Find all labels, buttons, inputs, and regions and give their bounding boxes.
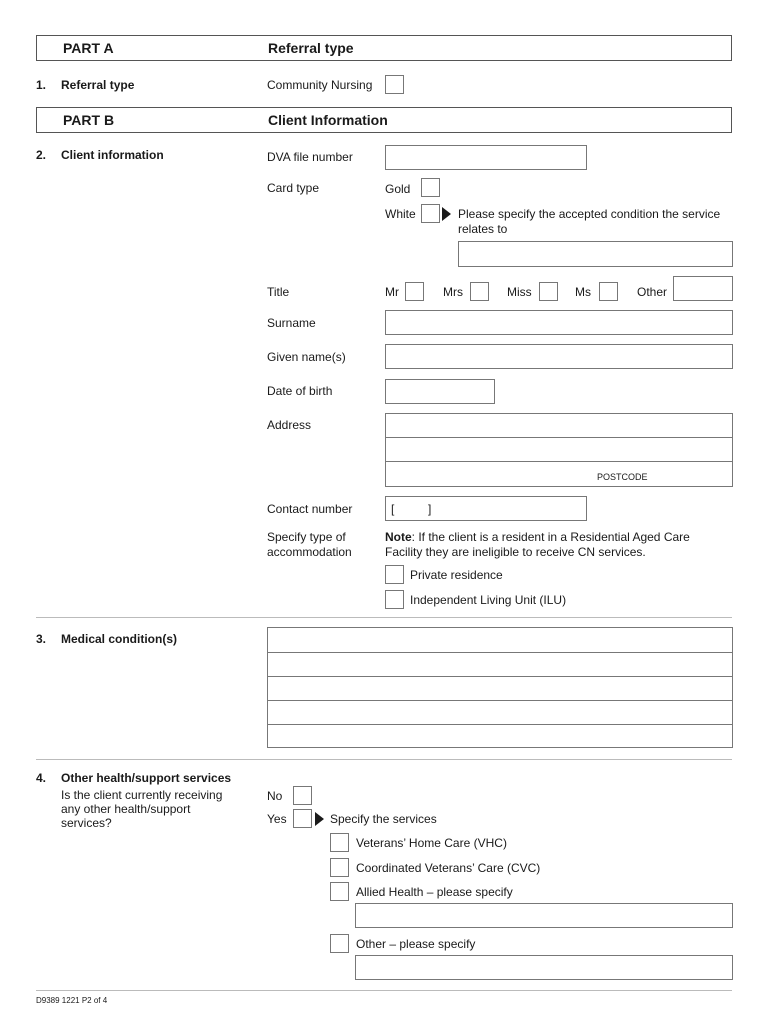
q2-title: Client information bbox=[61, 148, 164, 162]
address-field[interactable] bbox=[385, 413, 733, 487]
address-line-divider bbox=[386, 437, 732, 438]
dva-file-number-label: DVA file number bbox=[267, 150, 353, 164]
contact-number-label: Contact number bbox=[267, 502, 353, 516]
note-bold: Note bbox=[385, 530, 412, 544]
allied-health-field[interactable] bbox=[355, 903, 733, 928]
other-service-field[interactable] bbox=[355, 955, 733, 980]
section-divider bbox=[36, 759, 732, 760]
q4-title: Other health/support services bbox=[61, 771, 232, 785]
allied-health-checkbox[interactable] bbox=[330, 882, 349, 901]
given-names-label: Given name(s) bbox=[267, 350, 346, 364]
ilu-checkbox[interactable] bbox=[385, 590, 404, 609]
no-label: No bbox=[267, 789, 283, 803]
ilu-label: Independent Living Unit (ILU) bbox=[410, 593, 567, 607]
q4-number: 4. bbox=[36, 771, 47, 785]
accommodation-label-line2: accommodation bbox=[267, 545, 352, 559]
other-title-field[interactable] bbox=[673, 276, 733, 301]
mrs-label: Mrs bbox=[443, 285, 463, 299]
given-names-field[interactable] bbox=[385, 344, 733, 369]
q1-number: 1. bbox=[36, 78, 47, 92]
white-label: White bbox=[385, 207, 416, 221]
medical-conditions-field[interactable] bbox=[267, 627, 733, 748]
vhc-label: Veterans’ Home Care (VHC) bbox=[356, 836, 507, 850]
private-residence-label: Private residence bbox=[410, 568, 503, 582]
accepted-condition-field[interactable] bbox=[458, 241, 733, 267]
dob-field[interactable] bbox=[385, 379, 495, 404]
q2-number: 2. bbox=[36, 148, 47, 162]
accommodation-note bbox=[385, 530, 715, 560]
medical-line-divider bbox=[268, 652, 732, 653]
arrow-right-icon bbox=[315, 812, 324, 826]
address-label: Address bbox=[267, 418, 312, 432]
yes-checkbox[interactable] bbox=[293, 809, 312, 828]
vhc-checkbox[interactable] bbox=[330, 833, 349, 852]
footer-divider bbox=[36, 990, 732, 991]
other-service-checkbox[interactable] bbox=[330, 934, 349, 953]
private-residence-checkbox[interactable] bbox=[385, 565, 404, 584]
other-title-label: Other bbox=[637, 285, 668, 299]
specify-services-label: Specify the services bbox=[330, 812, 437, 826]
q3-title: Medical condition(s) bbox=[61, 632, 178, 646]
community-nursing-label: Community Nursing bbox=[267, 78, 373, 92]
arrow-right-icon bbox=[442, 207, 451, 221]
q1-title: Referral type bbox=[61, 78, 135, 92]
cvc-checkbox[interactable] bbox=[330, 858, 349, 877]
medical-line-divider bbox=[268, 700, 732, 701]
section-divider bbox=[36, 617, 732, 618]
mr-checkbox[interactable] bbox=[405, 282, 424, 301]
part-a-header bbox=[36, 35, 732, 61]
contact-number-field[interactable] bbox=[385, 496, 587, 521]
surname-field[interactable] bbox=[385, 310, 733, 335]
other-service-label: Other – please specify bbox=[356, 937, 476, 951]
address-line-divider bbox=[386, 461, 732, 462]
footer-code: D9389 1221 P2 of 4 bbox=[36, 996, 108, 1005]
q3-number: 3. bbox=[36, 632, 47, 646]
bracket-close: ] bbox=[428, 502, 432, 516]
no-checkbox[interactable] bbox=[293, 786, 312, 805]
ms-label: Ms bbox=[575, 285, 591, 299]
gold-checkbox[interactable] bbox=[421, 178, 440, 197]
bracket-open: [ bbox=[391, 502, 395, 516]
title-label: Title bbox=[267, 285, 290, 299]
note-text: : If the client is a resident in a Residential Aged Care Facility they are ineligible to receive CN services. bbox=[385, 530, 690, 559]
ms-checkbox[interactable] bbox=[599, 282, 618, 301]
part-a-title: Referral type bbox=[268, 40, 354, 56]
cvc-label: Coordinated Veterans’ Care (CVC) bbox=[356, 861, 541, 875]
white-condition-note: Please specify the accepted condition the service relates to bbox=[458, 207, 721, 236]
part-b-label: PART B bbox=[63, 112, 115, 128]
dob-label: Date of birth bbox=[267, 384, 333, 398]
accommodation-label-line1: Specify type of bbox=[267, 530, 346, 544]
part-b-title: Client Information bbox=[268, 112, 388, 128]
miss-label: Miss bbox=[507, 285, 532, 299]
allied-health-label: Allied Health – please specify bbox=[356, 885, 513, 899]
miss-checkbox[interactable] bbox=[539, 282, 558, 301]
gold-label: Gold bbox=[385, 182, 411, 196]
white-checkbox[interactable] bbox=[421, 204, 440, 223]
community-nursing-checkbox[interactable] bbox=[385, 75, 404, 94]
yes-label: Yes bbox=[267, 812, 287, 826]
card-type-label: Card type bbox=[267, 181, 320, 195]
part-a-label: PART A bbox=[63, 40, 114, 56]
dva-file-number-field[interactable] bbox=[385, 145, 587, 170]
mr-label: Mr bbox=[385, 285, 399, 299]
mrs-checkbox[interactable] bbox=[470, 282, 489, 301]
medical-line-divider bbox=[268, 724, 732, 725]
surname-label: Surname bbox=[267, 316, 316, 330]
medical-line-divider bbox=[268, 676, 732, 677]
part-b-header bbox=[36, 107, 732, 133]
postcode-label: POSTCODE bbox=[597, 472, 648, 482]
q4-question: Is the client currently receiving any other health/support services? bbox=[61, 788, 223, 830]
